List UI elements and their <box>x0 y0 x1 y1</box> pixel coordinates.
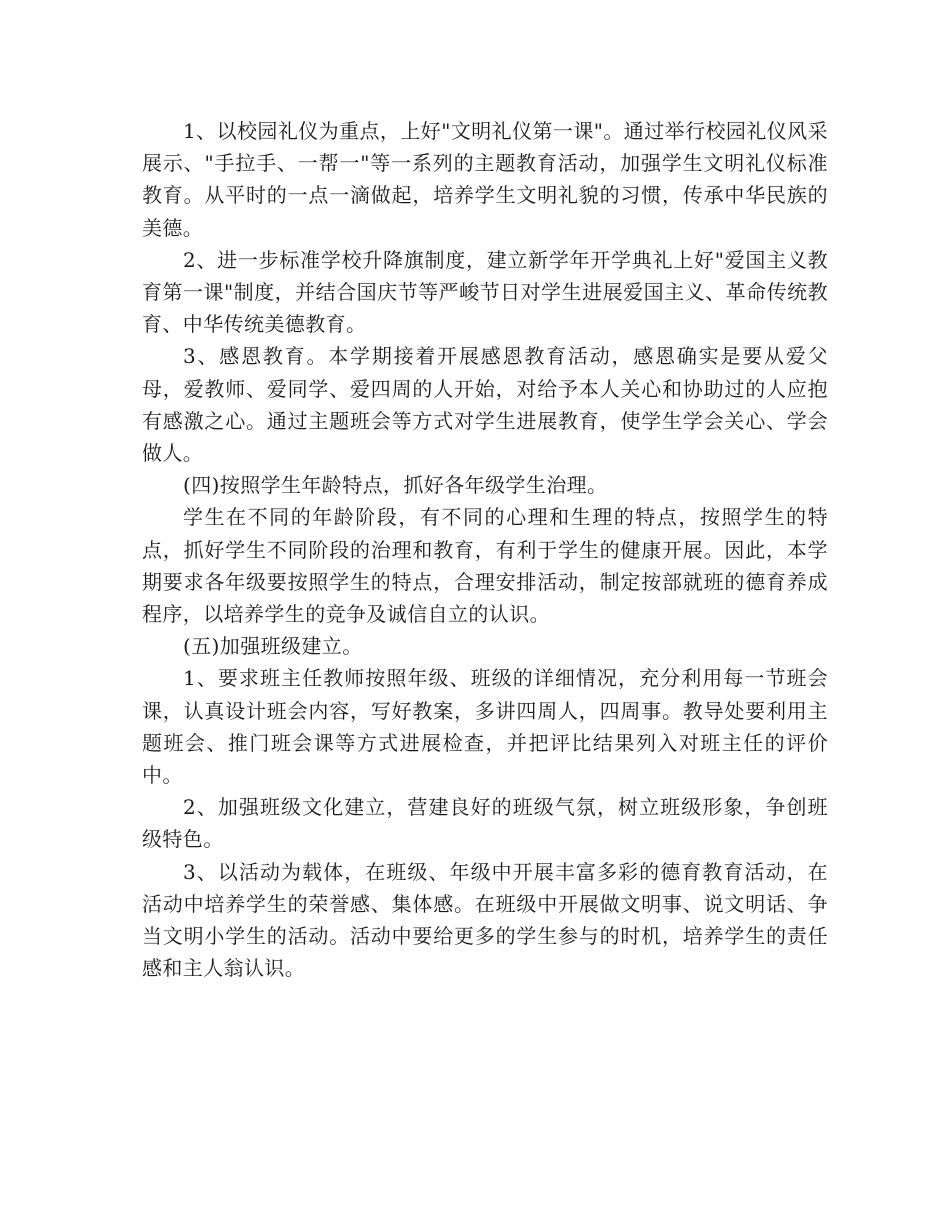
paragraph-activities: 3、以活动为载体，在班级、年级中开展丰富多彩的德育教育活动，在活动中培养学生的荣誉感、集体感。在班级中开展做文明事、说文明话、争当文明小学生的活动。活动中要给更多的学生参与的时机，培养学生的责任感和主人翁认识。 <box>142 859 828 981</box>
paragraph-gratitude: 3、感恩教育。本学期接着开展感恩教育活动，感恩确实是要从爱父母，爱教师、爱同学、爱四周的人开始，对给予本人关心和协助过的人应抱有感激之心。通过主题班会等方式对学生进展教育，使学生学会关心、学会做人。 <box>142 344 828 466</box>
section-heading-5: (五)加强班级建立。 <box>183 634 363 659</box>
paragraph-age-management: 学生在不同的年龄阶段，有不同的心理和生理的特点，按照学生的特点，抓好学生不同阶段的治理和教育，有利于学生的健康开展。因此，本学期要求各年级要按照学生的特点，合理安排活动，制定按部就班的德育养成程序，以培养学生的竞争及诚信自立的认识。 <box>142 505 828 627</box>
paragraph-class-culture: 2、加强班级文化建立，营建良好的班级气氛，树立班级形象，争创班级特色。 <box>142 795 828 852</box>
document-body <box>142 115 828 984</box>
section-heading-4: (四)按照学生年龄特点，抓好各年级学生治理。 <box>183 473 608 498</box>
paragraph-etiquette: 1、以校园礼仪为重点，上好"文明礼仪第一课"。通过举行校园礼仪风采展示、"手拉手、一帮一"等一系列的主题教育活动，加强学生文明礼仪标准教育。从平时的一点一滴做起，培养学生文明礼貌的习惯，传承中华民族的美德。 <box>142 119 828 240</box>
paragraph-class-meeting: 1、要求班主任教师按照年级、班级的详细情况，充分利用每一节班会课，认真设计班会内容，写好教案，多讲四周人，四周事。教导处要利用主题班会、推门班会课等方式进展检查，并把评比结果列入对班主任的评价中。 <box>142 666 828 788</box>
paragraph-flag-ceremony: 2、进一步标准学校升降旗制度，建立新学年开学典礼上好"爱国主义教育第一课"制度，并结合国庆节等严峻节日对学生进展爱国主义、革命传统教育、中华传统美德教育。 <box>142 247 828 337</box>
